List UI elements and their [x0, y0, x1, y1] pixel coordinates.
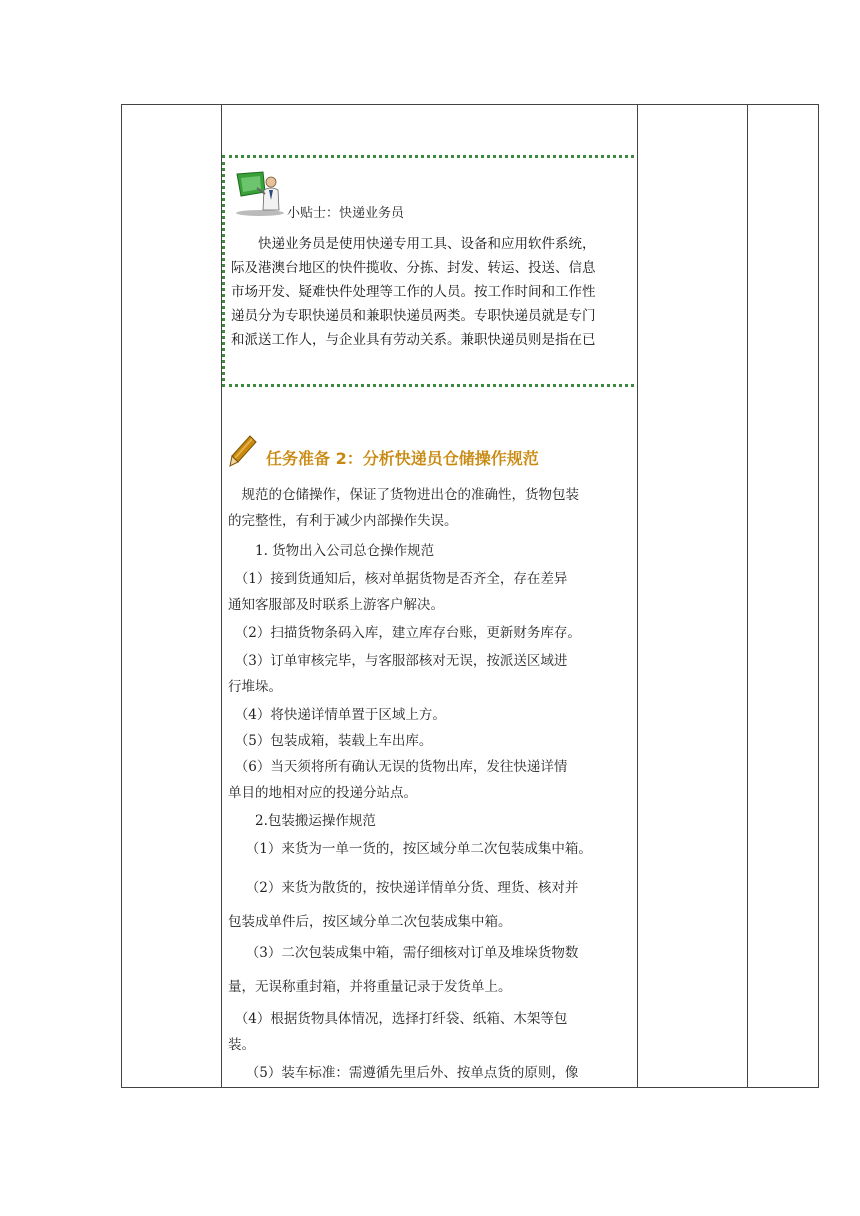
list-item: [228, 754, 634, 806]
text-line: 包装成单件后，按区域分单二次包装成集中箱。: [228, 914, 512, 930]
list-item: [228, 1006, 634, 1058]
text-line: （4）将快递详情单置于区域上方。: [228, 707, 446, 723]
text-line: 的完整性，有利于减少内部操作失误。: [228, 513, 458, 529]
list-item: [228, 566, 634, 618]
text-line: 通知客服部及时联系上游客户解决。: [228, 597, 444, 613]
text-line: （1）接到货通知后，核对单据货物是否齐全，存在差异: [228, 571, 568, 587]
list-item: [228, 871, 634, 939]
tip-line: 市场开发、疑难快件处理等工作的人员。按工作时间和工作性: [231, 284, 596, 300]
list-item: [228, 1060, 634, 1086]
pencil-icon: [228, 434, 258, 468]
tip-line: 递员分为专职快递员和兼职快递员两类。专职快递员就是专门: [231, 308, 596, 324]
text-line: （6）当天须将所有确认无误的货物出库，发往快递详情: [228, 759, 568, 775]
text-line: （3）二次包装成集中箱，需仔细核对订单及堆垛货物数: [228, 945, 579, 961]
tip-line: 快递业务员是使用快递专用工具、设备和应用软件系统，: [231, 236, 596, 252]
text-line: 装。: [228, 1037, 255, 1053]
list-item: [228, 936, 634, 1004]
list-item: [228, 836, 634, 862]
tip-title: 小贴士：快递业务员: [287, 206, 405, 221]
text-line: 量，无误称重封箱，并将重量记录于发货单上。: [228, 979, 512, 995]
content-cell: [222, 104, 637, 1088]
tip-line: 际及港澳台地区的快件揽收、分拣、封发、转运、投送、信息: [231, 260, 596, 276]
text-line: 规范的仓储操作，保证了货物进出仓的准确性，货物包装: [228, 487, 579, 503]
list-item: [228, 728, 634, 754]
text-line: （1）来货为一单一货的，按区域分单二次包装成集中箱。: [228, 841, 592, 857]
text-line: （4）根据货物具体情况，选择打纤袋、纸箱、木架等包: [228, 1011, 568, 1027]
text-line: （2）扫描货物条码入库，建立库存台账，更新财务库存。: [228, 625, 581, 641]
text-line: （5）装车标准：需遵循先里后外、按单点货的原则，像: [228, 1065, 579, 1081]
list-item: [228, 648, 634, 700]
tip-box: [222, 155, 637, 387]
tip-body: [231, 232, 637, 352]
intro-paragraph: [228, 482, 634, 534]
text-line: 单目的地相对应的投递分站点。: [228, 785, 417, 801]
text-line: （3）订单审核完毕，与客服部核对无误，按派送区域进: [228, 653, 568, 669]
text-line: （2）来货为散货的，按快递详情单分货、理货、核对并: [228, 880, 579, 896]
table-divider: [747, 105, 748, 1087]
text-line: 1. 货物出入公司总仓操作规范: [228, 543, 435, 559]
text-line: 行堆垛。: [228, 679, 282, 695]
table-divider: [637, 105, 638, 1087]
list-item: [228, 620, 634, 646]
text-line: （5）包装成箱，装载上车出库。: [228, 733, 433, 749]
section-1-title: [228, 538, 634, 564]
list-item: [228, 702, 634, 728]
section-2-title: [228, 808, 634, 834]
text-line: 2.包装搬运操作规范: [228, 813, 376, 829]
teacher-board-icon: [233, 170, 287, 216]
tip-line: 和派送工作人，与企业具有劳动关系。兼职快递员则是指在已: [231, 332, 596, 348]
task-title: 任务准备 2：分析快递员仓储操作规范: [266, 449, 539, 468]
